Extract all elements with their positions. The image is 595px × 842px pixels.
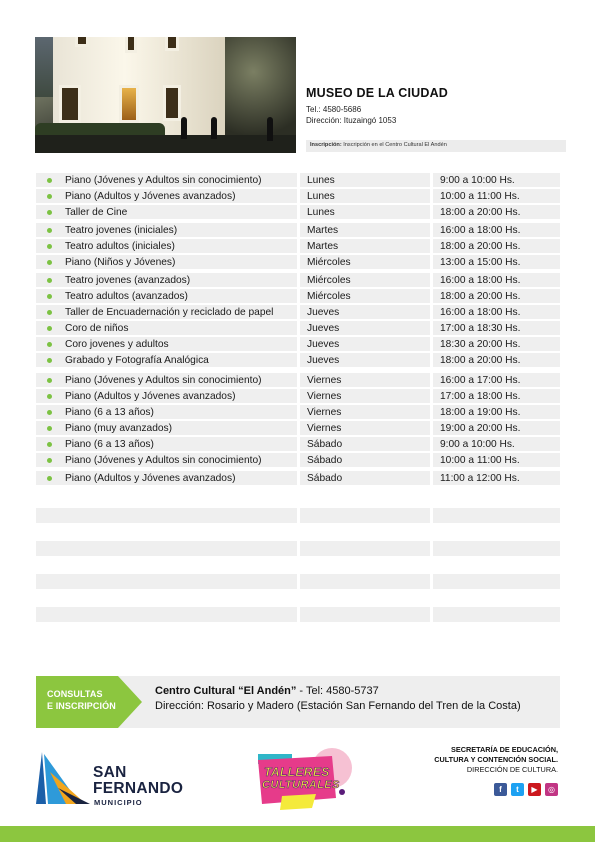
time-cell: 17:00 a 18:30 Hs. <box>433 321 560 335</box>
instagram-icon[interactable]: ◎ <box>545 783 558 796</box>
time-cell: 16:00 a 18:00 Hs. <box>433 223 560 237</box>
secretaria-line3: DIRECCIÓN DE CULTURA. <box>466 765 558 774</box>
activity-text: Teatro jovenes (avanzados) <box>65 275 191 286</box>
day-cell: Lunes <box>300 173 430 187</box>
bullet-icon <box>47 442 52 447</box>
activity-cell <box>36 289 297 303</box>
activity-cell <box>36 437 297 451</box>
day-cell: Jueves <box>300 353 430 367</box>
empty-cell <box>300 574 430 589</box>
bullet-icon <box>47 476 52 481</box>
empty-cell <box>300 607 430 622</box>
activity-text: Teatro adultos (avanzados) <box>65 291 188 302</box>
activity-text: Taller de Cine <box>65 207 128 218</box>
twitter-icon[interactable]: t <box>511 783 524 796</box>
schedule-row <box>36 189 560 203</box>
schedule-row <box>36 321 560 335</box>
schedule-row <box>36 289 560 303</box>
schedule-row <box>36 405 560 419</box>
activity-text: Piano (6 a 13 años) <box>65 439 154 450</box>
empty-cell <box>433 541 560 556</box>
empty-cell <box>433 607 560 622</box>
activity-cell <box>36 353 297 367</box>
inscription-text: Inscripción en el Centro Cultural El Andén <box>341 142 447 148</box>
empty-cell <box>36 607 297 622</box>
day-cell: Jueves <box>300 337 430 351</box>
activity-text: Piano (Jóvenes y Adultos sin conocimiento) <box>65 455 262 466</box>
activity-cell <box>36 189 297 203</box>
time-cell: 9:00 a 10:00 Hs. <box>433 437 560 451</box>
time-cell: 18:00 a 20:00 Hs. <box>433 205 560 219</box>
schedule-row <box>36 421 560 435</box>
activity-text: Piano (Jóvenes y Adultos sin conocimiento) <box>65 175 262 186</box>
talleres-line1: TALLERES <box>264 765 330 779</box>
time-cell: 18:00 a 20:00 Hs. <box>433 239 560 253</box>
bullet-icon <box>47 358 52 363</box>
youtube-icon[interactable]: ▶ <box>528 783 541 796</box>
schedule-row <box>36 373 560 387</box>
bullet-icon <box>47 426 52 431</box>
schedule-row <box>36 273 560 287</box>
day-cell: Viernes <box>300 405 430 419</box>
empty-row <box>36 541 560 556</box>
activity-text: Teatro adultos (iniciales) <box>65 241 175 252</box>
schedule-row <box>36 337 560 351</box>
day-cell: Viernes <box>300 373 430 387</box>
bullet-icon <box>47 228 52 233</box>
talleres-culturales-logo <box>252 746 352 812</box>
empty-cell <box>300 541 430 556</box>
activity-cell <box>36 223 297 237</box>
time-cell: 16:00 a 18:00 Hs. <box>433 273 560 287</box>
activity-text: Piano (muy avanzados) <box>65 423 173 434</box>
bullet-icon <box>47 394 52 399</box>
day-cell: Jueves <box>300 321 430 335</box>
footer-bar <box>0 826 595 842</box>
day-cell: Miércoles <box>300 255 430 269</box>
bullet-icon <box>47 342 52 347</box>
time-cell: 18:00 a 20:00 Hs. <box>433 289 560 303</box>
secretaria-line1: SECRETARÍA DE EDUCACIÓN, <box>450 745 558 754</box>
activity-cell <box>36 405 297 419</box>
time-cell: 11:00 a 12:00 Hs. <box>433 471 560 485</box>
time-cell: 18:00 a 20:00 Hs. <box>433 353 560 367</box>
day-cell: Miércoles <box>300 273 430 287</box>
bullet-icon <box>47 178 52 183</box>
activity-cell <box>36 389 297 403</box>
day-cell: Viernes <box>300 421 430 435</box>
activity-cell <box>36 373 297 387</box>
day-cell: Sábado <box>300 453 430 467</box>
activity-cell <box>36 421 297 435</box>
time-cell: 16:00 a 18:00 Hs. <box>433 305 560 319</box>
empty-cell <box>36 574 297 589</box>
activity-cell <box>36 453 297 467</box>
consultas-line1: CONSULTAS <box>47 689 103 699</box>
activity-cell <box>36 305 297 319</box>
time-cell: 10:00 a 11:00 Hs. <box>433 189 560 203</box>
bullet-icon <box>47 310 52 315</box>
activity-text: Piano (Adultos y Jóvenes avanzados) <box>65 391 236 402</box>
secretaria-line2: CULTURA Y CONTENCIÓN SOCIAL. <box>434 755 558 764</box>
day-cell: Sábado <box>300 471 430 485</box>
activity-cell <box>36 321 297 335</box>
time-cell: 17:00 a 18:00 Hs. <box>433 389 560 403</box>
bullet-icon <box>47 210 52 215</box>
center-address: Dirección: Rosario y Madero (Estación San Fernando del Tren de la Costa) <box>155 700 521 712</box>
activity-cell <box>36 173 297 187</box>
logo-line3: MUNICIPIO <box>94 798 143 807</box>
activity-text: Piano (Niños y Jóvenes) <box>65 257 176 268</box>
activity-cell <box>36 337 297 351</box>
museum-phone: Tel.: 4580-5686 <box>306 105 362 114</box>
time-cell: 10:00 a 11:00 Hs. <box>433 453 560 467</box>
schedule-row <box>36 471 560 485</box>
bullet-icon <box>47 378 52 383</box>
logo-line1: SAN <box>93 764 127 781</box>
activity-text: Piano (Jóvenes y Adultos sin conocimiento) <box>65 375 262 386</box>
bullet-icon <box>47 410 52 415</box>
time-cell: 19:00 a 20:00 Hs. <box>433 421 560 435</box>
museum-title: MUSEO DE LA CIUDAD <box>306 86 449 100</box>
empty-row <box>36 508 560 523</box>
schedule-row <box>36 239 560 253</box>
talleres-line2: CULTURALES <box>262 779 340 791</box>
bullet-icon <box>47 244 52 249</box>
schedule-row <box>36 453 560 467</box>
facebook-icon[interactable]: f <box>494 783 507 796</box>
activity-text: Coro de niños <box>65 323 129 334</box>
schedule-row <box>36 305 560 319</box>
activity-text: Grabado y Fotografía Analógica <box>65 355 209 366</box>
schedule-row <box>36 353 560 367</box>
day-cell: Miércoles <box>300 289 430 303</box>
activity-cell <box>36 471 297 485</box>
activity-cell <box>36 239 297 253</box>
museum-photo <box>35 37 296 153</box>
bullet-icon <box>47 278 52 283</box>
schedule-row <box>36 205 560 219</box>
empty-cell <box>36 508 297 523</box>
day-cell: Sábado <box>300 437 430 451</box>
inscription-label: Inscripción: <box>310 142 342 148</box>
san-fernando-logo <box>36 752 196 808</box>
empty-row <box>36 607 560 622</box>
time-cell: 18:00 a 19:00 Hs. <box>433 405 560 419</box>
day-cell: Lunes <box>300 205 430 219</box>
activity-text: Taller de Encuadernación y reciclado de papel <box>65 307 274 318</box>
schedule-row <box>36 255 560 269</box>
schedule-row <box>36 437 560 451</box>
center-phone: - Tel: 4580-5737 <box>296 685 379 697</box>
empty-row <box>36 574 560 589</box>
logo-line2: FERNANDO <box>93 780 184 797</box>
time-cell: 16:00 a 17:00 Hs. <box>433 373 560 387</box>
center-name: Centro Cultural “El Andén” <box>155 685 297 697</box>
center-info <box>155 685 379 697</box>
activity-cell <box>36 273 297 287</box>
day-cell: Jueves <box>300 305 430 319</box>
consultas-line2: E INSCRIPCIÓN <box>47 701 116 711</box>
schedule-row <box>36 173 560 187</box>
sail-icon <box>36 752 92 808</box>
museum-address: Dirección: Ituzaingó 1053 <box>306 116 397 125</box>
schedule-row <box>36 389 560 403</box>
empty-cell <box>300 508 430 523</box>
consultas-box <box>36 676 560 728</box>
day-cell: Viernes <box>300 389 430 403</box>
empty-cell <box>433 508 560 523</box>
empty-cell <box>433 574 560 589</box>
bullet-icon <box>47 458 52 463</box>
activity-text: Piano (Adultos y Jóvenes avanzados) <box>65 473 236 484</box>
time-cell: 13:00 a 15:00 Hs. <box>433 255 560 269</box>
bullet-icon <box>47 260 52 265</box>
activity-text: Teatro jovenes (iniciales) <box>65 225 178 236</box>
day-cell: Martes <box>300 223 430 237</box>
time-cell: 9:00 a 10:00 Hs. <box>433 173 560 187</box>
bullet-icon <box>47 326 52 331</box>
activity-text: Piano (Adultos y Jóvenes avanzados) <box>65 191 236 202</box>
time-cell: 18:30 a 20:00 Hs. <box>433 337 560 351</box>
empty-cell <box>36 541 297 556</box>
activity-cell <box>36 205 297 219</box>
activity-cell <box>36 255 297 269</box>
inscription-note <box>306 140 566 152</box>
day-cell: Martes <box>300 239 430 253</box>
bullet-icon <box>47 294 52 299</box>
day-cell: Lunes <box>300 189 430 203</box>
activity-text: Piano (6 a 13 años) <box>65 407 154 418</box>
bullet-icon <box>47 194 52 199</box>
schedule-row <box>36 223 560 237</box>
activity-text: Coro jovenes y adultos <box>65 339 169 350</box>
